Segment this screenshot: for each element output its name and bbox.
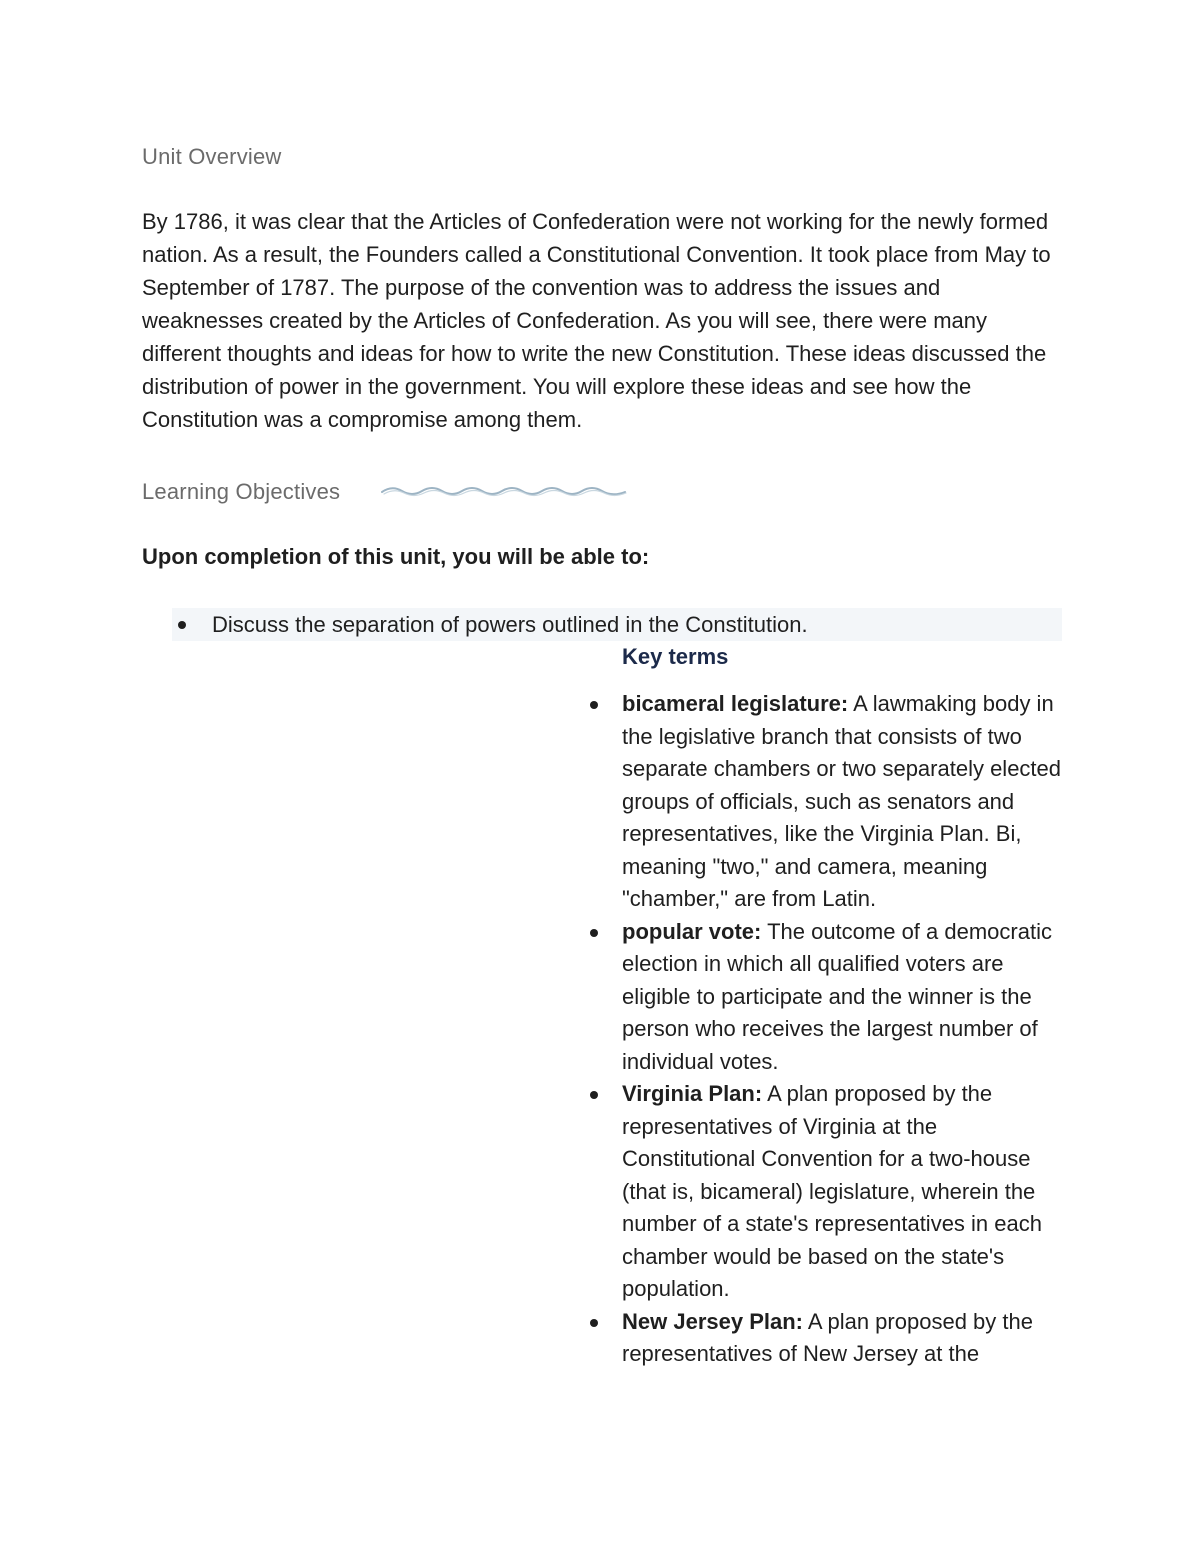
key-term-name: Virginia Plan	[622, 1081, 755, 1106]
bullet-icon	[590, 1091, 598, 1099]
key-term-definition: A lawmaking body in the legislative branch that consists of two separate chambers or two separately elected groups of officials, such as senators and representatives, like the Virginia Plan. Bi, meaning "two," and camera, meaning "chamber," are from Latin.	[622, 691, 1062, 911]
unit-overview-paragraph: By 1786, it was clear that the Articles of Confederation were not working for the newly formed nation. As a result, the Founders called a Constitutional Convention. It took place from May to September of 1787. The purpose of the convention was to address the issues and weaknesses created by the Articles of Confederation. As you will see, there were many different thoughts and ideas for how to write the new Constitution. These ideas discussed the distribution of power in the government. You will explore these ideas and see how the Constitution was a compromise among them.	[142, 209, 1051, 432]
bullet-icon	[590, 701, 598, 709]
key-term-name: New Jersey Plan	[622, 1308, 796, 1334]
key-term-colon: :	[754, 1081, 763, 1106]
objective-text: Discuss the separation of powers outlined in the Constitution.	[212, 611, 808, 637]
key-terms-heading: Key terms	[622, 644, 729, 669]
learning-objectives-heading: Learning Objectives	[142, 479, 341, 504]
key-term-item	[588, 916, 1066, 1079]
key-term-name: popular vote	[622, 918, 755, 944]
key-term-definition: A plan proposed by the representatives of Virginia at the Constitutional Convention for a two-house (that is, bicameral) legislature, wherein the number of a state's representatives in each chamber would be based on the state's population.	[622, 1081, 1042, 1301]
key-term-definition: A plan proposed by the representatives of New Jersey at the	[622, 1308, 1033, 1366]
bullet-icon	[178, 621, 186, 629]
bullet-icon	[590, 929, 598, 937]
unit-overview-heading: Unit Overview	[142, 144, 282, 169]
key-term-item	[588, 688, 1066, 916]
objective-list-item	[172, 608, 1062, 641]
key-term-name: bicameral legislature	[622, 691, 841, 716]
key-term-colon: :	[840, 691, 849, 716]
key-term-item	[588, 1306, 1066, 1371]
bullet-icon	[590, 1319, 598, 1327]
key-term-colon: :	[795, 1308, 803, 1334]
key-term-colon: :	[754, 918, 762, 944]
key-term-definition: The outcome of a democratic election in which all qualified voters are eligible to participate and the winner is the person who receives the largest number of individual votes.	[622, 918, 1052, 1074]
decorative-squiggle-icon	[380, 480, 630, 504]
objectives-intro: Upon completion of this unit, you will be able to:	[142, 544, 650, 569]
key-term-item	[588, 1078, 1066, 1306]
key-terms-list	[588, 688, 1066, 1371]
